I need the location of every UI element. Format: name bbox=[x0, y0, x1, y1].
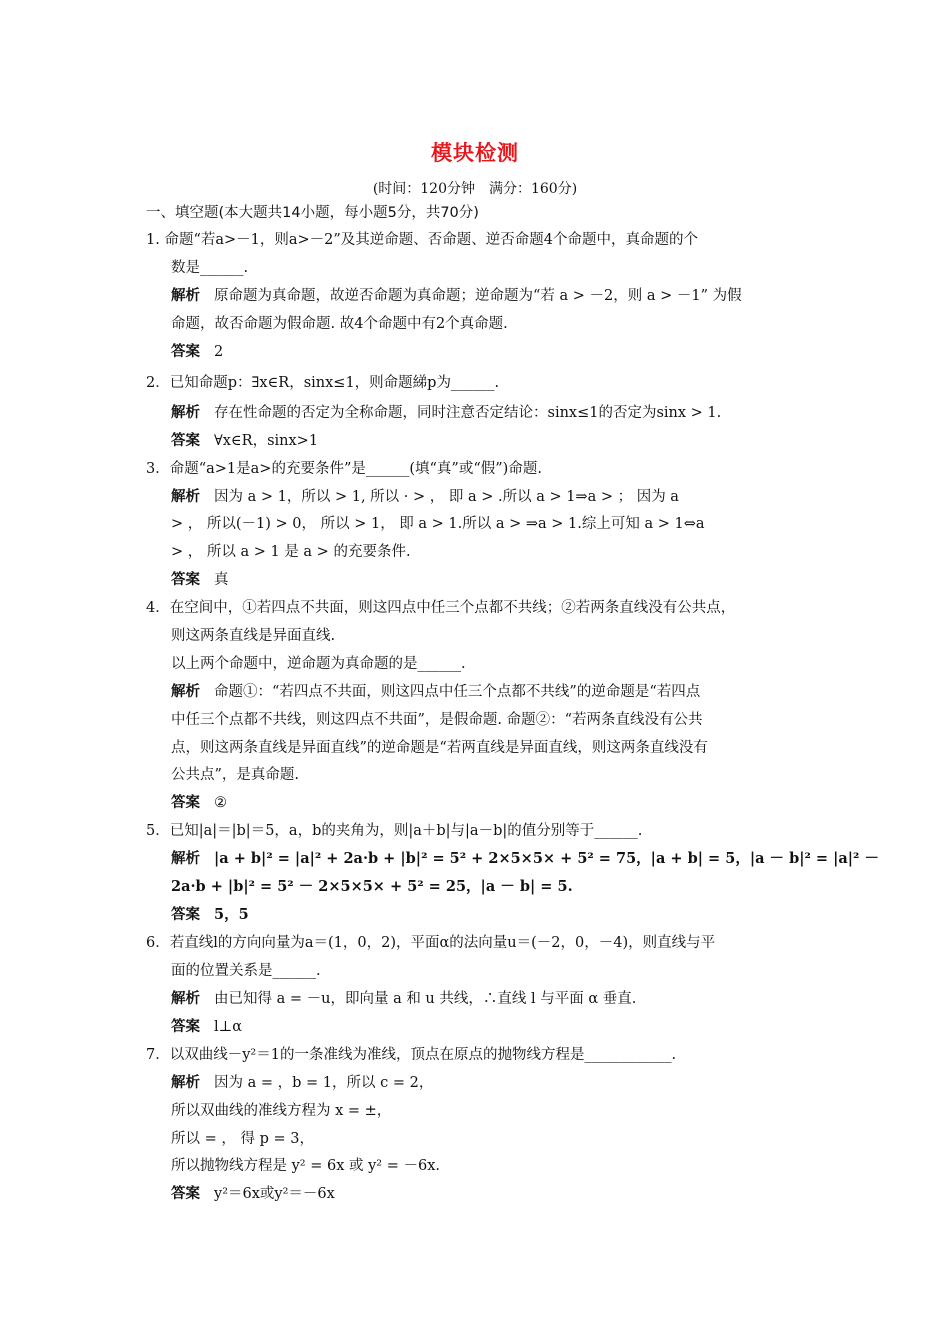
analysis-label: 解析 bbox=[171, 1075, 200, 1091]
question-4-analysis-cont: 中任三个点都不共线，则这四点不共面”，是假命题. 命题②：“若两条直线没有公共 bbox=[171, 712, 703, 728]
answer-label: 答案 bbox=[171, 344, 200, 360]
question-2-answer: 答案 ∀x∈R，sinx>1 bbox=[171, 433, 319, 449]
analysis-label: 解析 bbox=[171, 851, 200, 867]
question-4-stem-cont: 以上两个命题中，逆命题为真命题的是______. bbox=[171, 656, 466, 672]
question-5-analysis: 解析 |a + b|² = |a|² + 2a·b + |b|² = 5² + 2×5×5× + 5² = 75，|a + b| = 5，|a － b|² = |a|² － bbox=[171, 850, 879, 867]
question-3-analysis-cont: > ， 所以(－1) > 0， 所以 > 1， 即 a > 1.所以 a > ⇒a > 1.综上可知 a > 1⇔a bbox=[171, 516, 705, 532]
question-3-analysis: 解析 因为 a > 1，所以 > 1, 所以 · > ， 即 a > .所以 a > 1⇒a > ； 因为 a bbox=[171, 489, 679, 505]
answer-label: 答案 bbox=[171, 572, 200, 588]
question-3-analysis-cont: > ， 所以 a > 1 是 a > 的充要条件. bbox=[171, 544, 411, 560]
question-1-stem-cont: 数是______. bbox=[171, 260, 249, 276]
analysis-label: 解析 bbox=[171, 489, 200, 505]
question-1-analysis: 解析 原命题为真命题，故逆否命题为真命题；逆命题为“若 a > －2，则 a > －1” 为假 bbox=[171, 288, 742, 304]
question-4-stem-cont: 则这两条直线是异面直线. bbox=[171, 628, 336, 644]
answer-label: 答案 bbox=[171, 1019, 200, 1035]
page-title: 模块检测 bbox=[431, 141, 519, 165]
question-4-answer: 答案 ② bbox=[171, 795, 227, 811]
question-2-stem: 2．已知命题p：∃x∈R，sinx≤1，则命题綈p为______. bbox=[146, 375, 500, 391]
question-4-analysis-cont: 点，则这两条直线是异面直线”的逆命题是“若两直线是异面直线，则这两条直线没有 bbox=[171, 740, 708, 756]
question-5-answer: 答案 5，5 bbox=[171, 906, 249, 923]
analysis-label: 解析 bbox=[171, 405, 200, 421]
question-7-answer: 答案 y²＝6x或y²＝－6x bbox=[171, 1186, 335, 1202]
question-7-analysis-cont: 所以 = ， 得 p = 3， bbox=[171, 1131, 314, 1147]
answer-label: 答案 bbox=[171, 907, 200, 923]
answer-label: 答案 bbox=[171, 795, 200, 811]
question-5-stem: 5．已知|a|＝|b|＝5，a，b的夹角为，则|a＋b|与|a－b|的值分别等于______. bbox=[146, 823, 643, 839]
analysis-label: 解析 bbox=[171, 684, 200, 700]
answer-label: 答案 bbox=[171, 433, 200, 449]
question-3-answer: 答案 真 bbox=[171, 572, 229, 588]
question-1-stem: 1. 命题“若a>－1，则a>－2”及其逆命题、否命题、逆否命题4个命题中，真命题的个 bbox=[146, 232, 699, 248]
answer-label: 答案 bbox=[171, 1186, 200, 1202]
question-1-analysis-cont: 命题，故否命题为假命题. 故4个命题中有2个真命题. bbox=[171, 316, 508, 332]
question-3-stem: 3．命题“a>1是a>的充要条件”是______(填“真”或“假”)命题. bbox=[146, 461, 542, 477]
question-1-answer: 答案 2 bbox=[171, 344, 224, 360]
question-6-answer: 答案 l⊥α bbox=[171, 1019, 243, 1035]
question-7-analysis-cont: 所以抛物线方程是 y² = 6x 或 y² = －6x. bbox=[171, 1158, 440, 1174]
question-7-analysis-cont: 所以双曲线的准线方程为 x = ±， bbox=[171, 1103, 392, 1119]
question-6-stem-cont: 面的位置关系是______. bbox=[171, 963, 321, 979]
exam-info: (时间：120分钟 满分：160分) bbox=[372, 181, 578, 197]
question-6-analysis: 解析 由已知得 a = －u，即向量 a 和 u 共线，∴直线 l 与平面 α 垂直. bbox=[171, 991, 637, 1007]
question-7-analysis: 解析 因为 a = ，b = 1，所以 c = 2， bbox=[171, 1075, 434, 1091]
question-4-analysis: 解析 命题①：“若四点不共面，则这四点中任三个点都不共线”的逆命题是“若四点 bbox=[171, 684, 701, 700]
analysis-label: 解析 bbox=[171, 288, 200, 304]
question-6-stem: 6．若直线l的方向向量为a＝(1，0，2)，平面α的法向量u＝(－2，0，－4)，则直线与平 bbox=[146, 935, 716, 951]
question-2-analysis: 解析 存在性命题的否定为全称命题，同时注意否定结论：sinx≤1的否定为sinx > 1. bbox=[171, 405, 722, 421]
section-heading: 一、填空题(本大题共14小题，每小题5分，共70分) bbox=[146, 205, 479, 221]
question-7-stem: 7．以双曲线－y²＝1的一条准线为准线，顶点在原点的抛物线方程是____________. bbox=[146, 1047, 677, 1063]
analysis-label: 解析 bbox=[171, 991, 200, 1007]
question-5-analysis-cont: 2a·b + |b|² = 5² － 2×5×5× + 5² = 25，|a － b| = 5. bbox=[171, 878, 573, 895]
question-4-analysis-cont: 公共点”，是真命题. bbox=[171, 767, 300, 783]
question-4-stem: 4．在空间中，①若四点不共面，则这四点中任三个点都不共线；②若两条直线没有公共点， bbox=[146, 600, 736, 616]
